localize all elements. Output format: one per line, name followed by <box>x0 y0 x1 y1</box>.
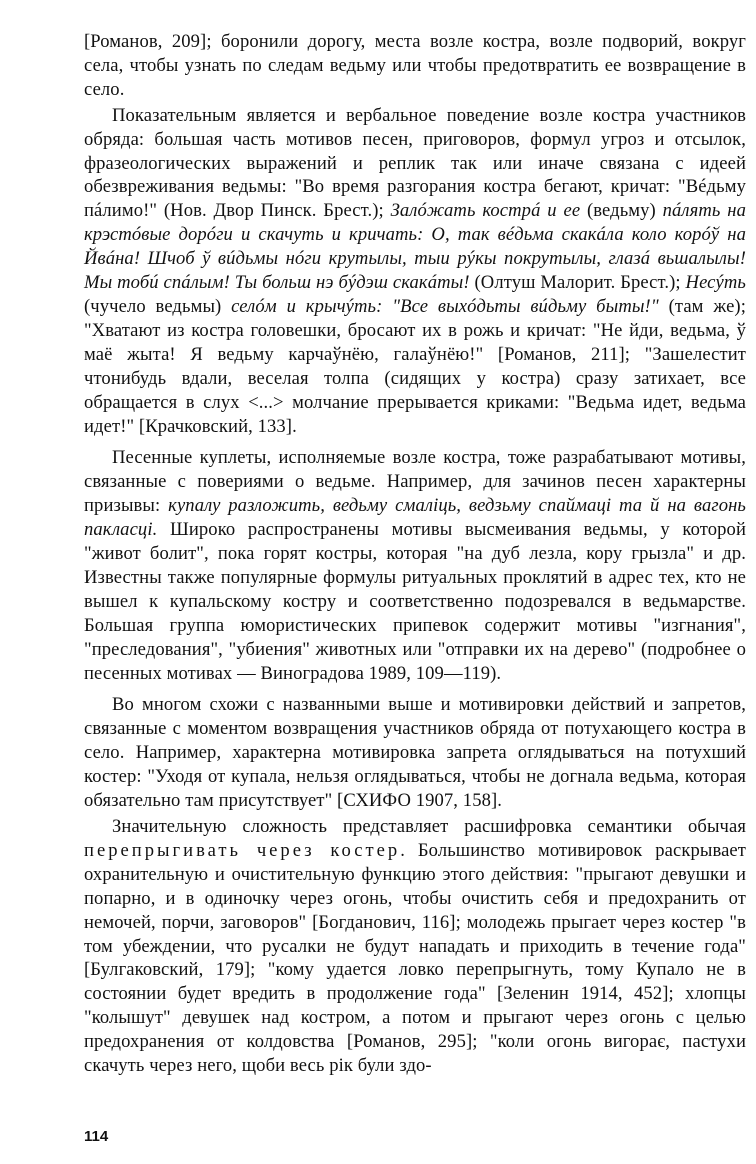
text-run: (там же); "Хватают из костра головешки, бросают их в рожь и кричат: "Не йди, ведьма, ў маё жыта! Я ведьму карчаўнёю, галаўнёю!" [Романов, 211]; "Зашелестит чтонибудь вдали, веселая толпа (сидящих у костра) сразу затихает, все обращается в слух <...> молчание прерывается криками: "Ведьма идет, ведьма идет!" [Крачковский, 133]. <box>84 295 746 437</box>
italic-phrase: селóм и крычýть: "Все выхóдьты вúдьму быты!" <box>231 295 659 317</box>
italic-phrase: Залóжать кострá и ее <box>390 200 581 222</box>
text-run: Показательным является и вербальное поведение возле костра участников обряда: большая часть мотивов песен, приговоров, формул угроз и отсылок, фразеологических выражений и реплик так или иначе связана с идеей обезвреживания ведьмы: "Во время разгорания костра бегают, кричат: "Вéдьму пáлимо!" (Нов. Двор Пинск. Брест.); <box>84 104 746 222</box>
italic-phrase: Несýть <box>685 272 746 294</box>
page-number: 114 <box>84 1128 109 1145</box>
paragraph-2 <box>84 104 746 439</box>
italic-phrase: пáлять на крэстóвые дорóги и скачуть и кричать: О, так вéдьма скакáла коло корóў на Йвáна! Шчоб ў вúдьмы нóги крутылы, тыи рýкы покрутылы, глазá вьшалылы! Мы тобú спáлым! Ты больш нэ бýдэш скакáты! <box>84 200 746 294</box>
italic-phrase: купалу разложить, ведьму смаліць, ведзьму спаймаці та й на вагонь паклaсці. <box>84 495 746 541</box>
text-run: Широко распространены мотивы высмеивания ведьмы, у которой "живот болит", пока горят костры, которая "на дуб лезла, кору грызла" и др. Известны также популярные формулы ритуальных проклятий в адрес тех, кто не вышел к купальскому костру и соответственно подозревался в ведьмарстве. Большая группа юмористических припевок содержит мотивы "изгнания", "преследования", "убиения" животных или "отправки их на дерево" (подробнее о песенных мотивах — Виноградова 1989, 109—119). <box>84 519 746 684</box>
text-run: (Олтуш Малорит. Брест.); <box>469 272 686 294</box>
spaced-phrase: перепрыгивать через костер <box>84 839 401 861</box>
paragraph-5 <box>84 815 746 1078</box>
text-run: (чучело ведьмы) <box>84 295 232 317</box>
paragraph-4 <box>84 693 746 813</box>
text-run: [Романов, 209]; боронили дорогу, места возле костра, возле подворий, вокруг села, чтобы узнать по следам ведьму или чтобы предотвратить ее возвращение в село. <box>84 31 746 100</box>
text-run: (ведьму) <box>580 200 663 222</box>
text-run: Значительную сложность представляет расшифровка семантики обычая <box>112 816 746 837</box>
paragraph-1 <box>84 30 746 102</box>
paragraph-3 <box>84 446 746 685</box>
text-run: Во многом схожи с названными выше и мотивировки действий и запретов, связанные с моментом возвращения участников обряда от потухающего костра в село. Например, характерна мотивировка запрета оглядываться на потухший костер: "Уходя от купала, нельзя оглядываться, чтобы не догнала ведьма, которая обязательно там присутствует" [СХИФО 1907, 158]. <box>84 694 746 812</box>
page-text <box>84 30 746 1078</box>
text-run: Песенные куплеты, исполняемые возле костра, тоже разрабатывают мотивы, связанные с повериями о ведьме. Например, для зачинов песен характерны призывы: <box>84 447 746 517</box>
text-run: . Большинство мотивировок раскрывает охранительную и очистительную функцию этого действия: "прыгают девушки и попарно, и в одиночку через огонь, чтобы очистить себя и предохранить от немочей, порчи, заговоров" [Богданович, 116]; молодежь прыгает через костер "в том убеждении, что русалки не будут нападать и приходить в течение года" [Булгаковский, 179]; "кому удается ловко перепрыгнуть, тому Купало не в состоянии будет вредить в продолжение года" [Зеленин 1914, 452]; хлопцы "колышут" девушек над костром, а потом и прыгают через огонь с целью предохранения от колдовства [Романов, 295]; "коли огонь вигорає, пастухи скачуть через него, щоби весь рік були здо- <box>84 839 747 1077</box>
